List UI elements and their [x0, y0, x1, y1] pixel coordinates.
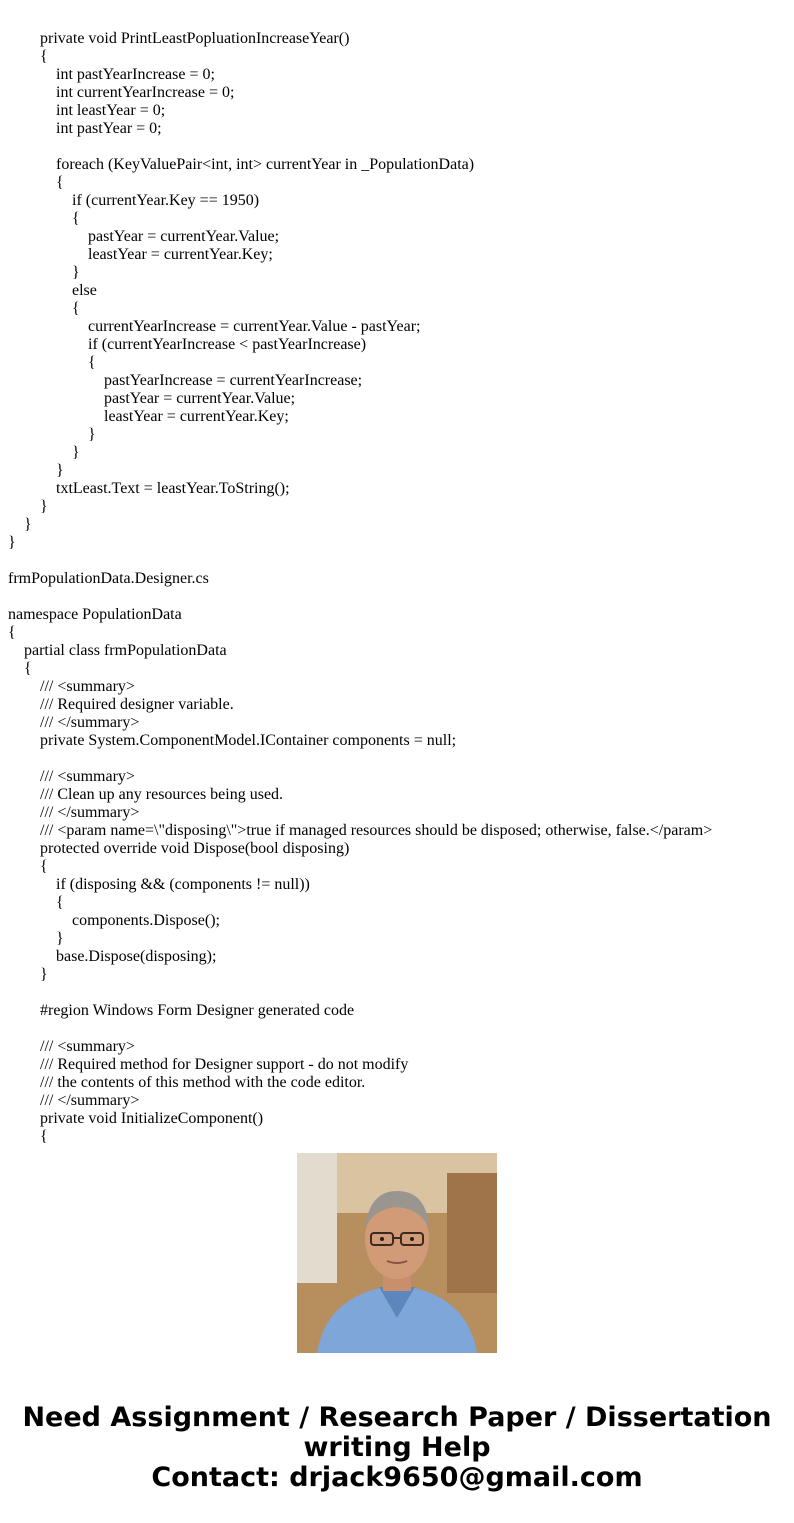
code-line [8, 750, 788, 768]
code-line: components.Dispose(); [8, 912, 220, 929]
code-line: int leastYear = 0; [8, 102, 166, 119]
code-line: { [8, 624, 16, 641]
code-line: { [8, 48, 48, 65]
code-line: /// </summary> [8, 804, 140, 821]
code-line: private void PrintLeastPopluationIncreaseYear() [8, 30, 350, 47]
code-line: private void InitializeComponent() [8, 1110, 264, 1127]
code-line: if (disposing && (components != null)) [8, 876, 310, 893]
code-line: /// <summary> [8, 768, 135, 785]
code-line: int pastYearIncrease = 0; [8, 66, 215, 83]
code-line: /// <param name=\"disposing\">true if managed resources should be disposed; otherwise, false.</param> [8, 822, 713, 839]
code-line: frmPopulationData.Designer.cs [8, 570, 209, 587]
banner-line-2: writing Help [303, 1432, 491, 1463]
code-line: /// Clean up any resources being used. [8, 786, 284, 803]
code-line: partial class frmPopulationData [8, 642, 227, 659]
code-line: { [8, 894, 64, 911]
code-line: /// <summary> [8, 1038, 135, 1055]
code-line: /// the contents of this method with the code editor. [8, 1074, 366, 1091]
code-line: base.Dispose(disposing); [8, 948, 217, 965]
code-line: pastYear = currentYear.Value; [8, 228, 280, 245]
code-line: } [8, 534, 16, 551]
code-line: txtLeast.Text = leastYear.ToString(); [8, 480, 290, 497]
code-line: { [8, 300, 80, 317]
code-line: leastYear = currentYear.Key; [8, 408, 289, 425]
code-line: private System.ComponentModel.IContainer components = null; [8, 732, 457, 749]
code-line: int pastYear = 0; [8, 120, 162, 137]
code-line: /// Required designer variable. [8, 696, 234, 713]
code-line: namespace PopulationData [8, 606, 182, 623]
code-line [8, 1020, 788, 1038]
code-line: } [8, 930, 64, 947]
code-line: protected override void Dispose(bool disposing) [8, 840, 350, 857]
code-line: /// <summary> [8, 678, 135, 695]
code-line: } [8, 444, 80, 461]
code-line: pastYearIncrease = currentYearIncrease; [8, 372, 363, 389]
code-line: #region Windows Form Designer generated code [8, 1002, 355, 1019]
code-listing [8, 30, 788, 1145]
code-line: if (currentYearIncrease < pastYearIncrease) [8, 336, 367, 353]
code-line: } [8, 498, 48, 515]
code-line: { [8, 174, 64, 191]
code-line [8, 552, 788, 570]
code-line: currentYearIncrease = currentYear.Value - pastYear; [8, 318, 421, 335]
code-line: { [8, 660, 32, 677]
code-line: int currentYearIncrease = 0; [8, 84, 235, 101]
code-line: if (currentYear.Key == 1950) [8, 192, 260, 209]
person-portrait-icon [297, 1153, 497, 1353]
code-line: pastYear = currentYear.Value; [8, 390, 296, 407]
code-line: } [8, 264, 80, 281]
code-line: { [8, 1128, 48, 1145]
author-photo [297, 1153, 497, 1353]
code-line: { [8, 210, 80, 227]
code-line: /// </summary> [8, 714, 140, 731]
code-line: } [8, 516, 32, 533]
code-line: { [8, 858, 48, 875]
code-line: /// </summary> [8, 1092, 140, 1109]
code-line: } [8, 462, 64, 479]
code-line [8, 588, 788, 606]
code-line [8, 984, 788, 1002]
code-line [8, 138, 788, 156]
code-line: { [8, 354, 96, 371]
contact-banner [0, 1403, 794, 1493]
code-line: else [8, 282, 97, 299]
code-line: /// Required method for Designer support - do not modify [8, 1056, 409, 1073]
code-line: leastYear = currentYear.Key; [8, 246, 273, 263]
code-line: foreach (KeyValuePair<int, int> currentYear in _PopulationData) [8, 156, 475, 173]
banner-line-3: Contact: drjack9650@gmail.com [151, 1462, 643, 1493]
banner-line-1: Need Assignment / Research Paper / Dissertation [22, 1402, 772, 1433]
code-line: } [8, 426, 96, 443]
code-line: } [8, 966, 48, 983]
